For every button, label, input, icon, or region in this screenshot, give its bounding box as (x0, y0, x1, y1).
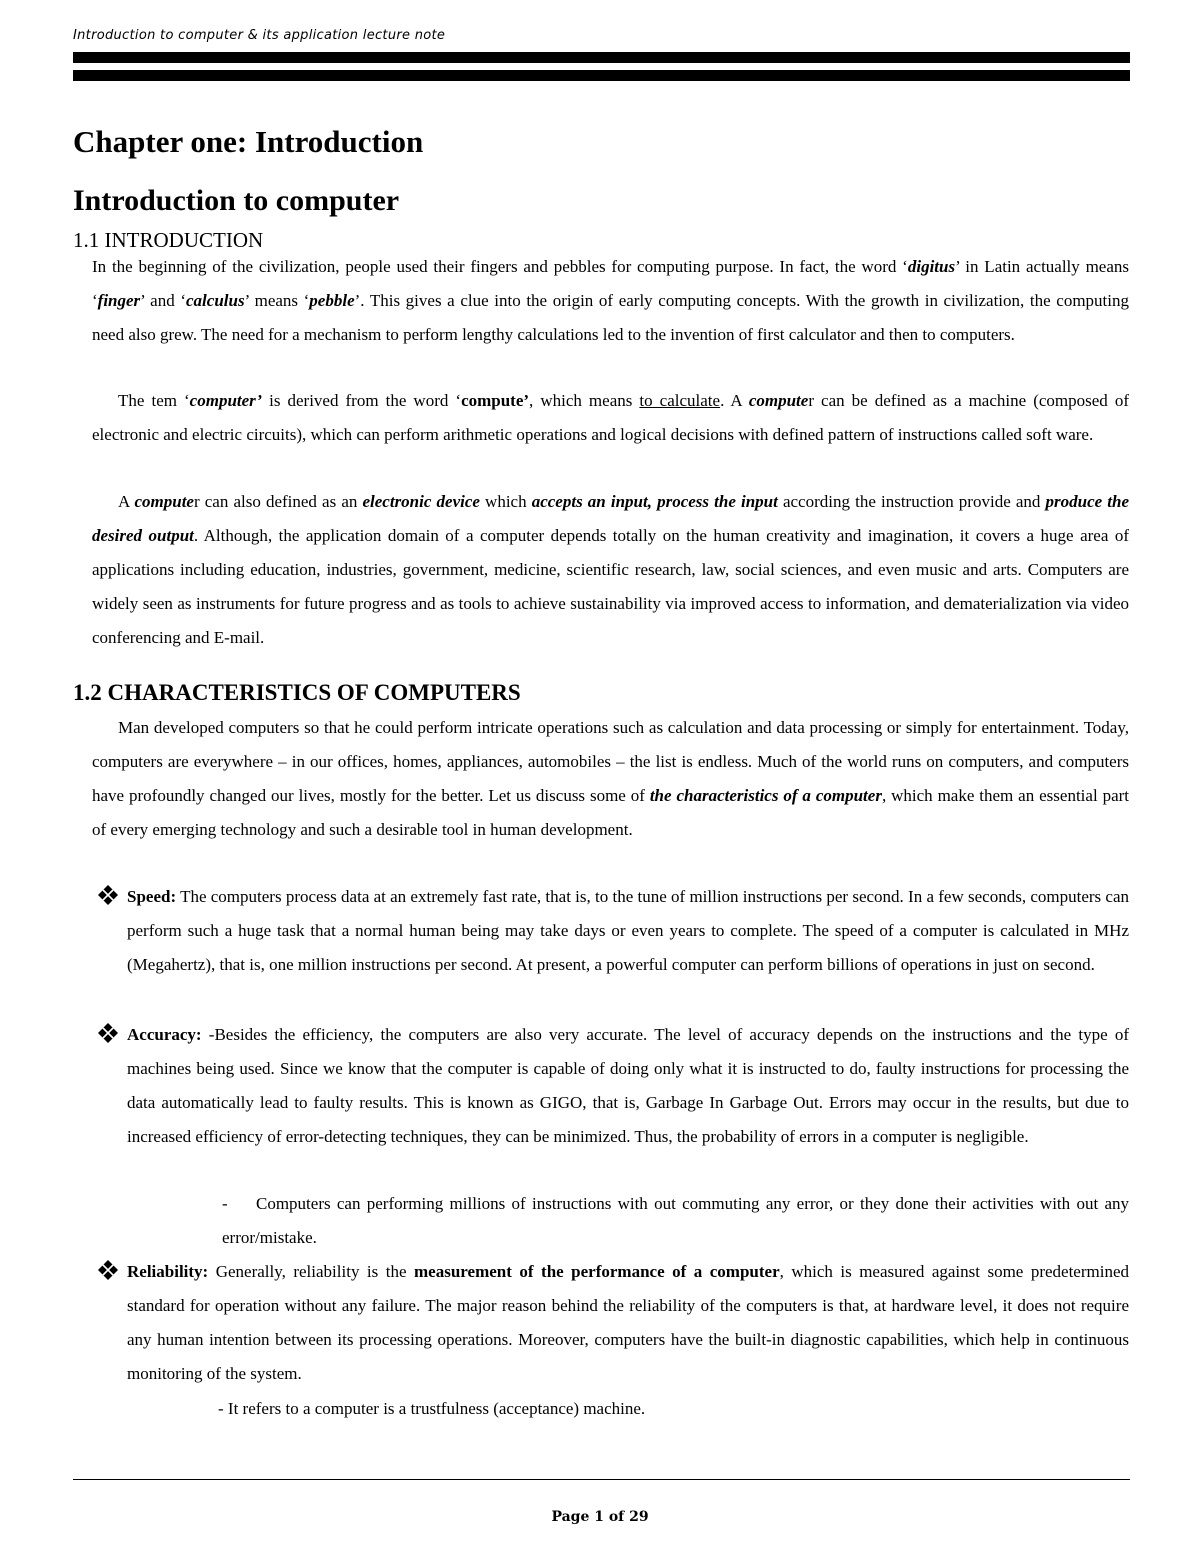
bullet-text-speed: The computers process data at an extremely fast rate, that is, to the tune of million instructions per second. In a few seconds, computers can perform such a huge task that a normal human being may take days or even years to complete. The speed of a computer is calculated in MHz (Megahertz), that is, one million instructions per second. At present, a powerful computer can perform billions of operations in just on second. (127, 887, 1129, 974)
bullet-accuracy (127, 1018, 1129, 1154)
text-run: The tem ‘ (118, 391, 190, 410)
text-run: ’ and ‘ (140, 291, 187, 310)
text-run: . Although, the application domain of a computer depends totally on the human creativity and imagination, it covers a huge area of applications including education, industries, government, medicine, scientific research, law, social sciences, and even music and arts. Computers are widely seen as instruments for future progress and as tools to achieve sustainability via improved access to information, and dematerialization via video conferencing and E-mail. (92, 526, 1129, 647)
dash-marker: - (222, 1194, 228, 1213)
text-run: , which make them an essential part of every emerging technology and such a desirable tool in human development. (92, 786, 1130, 839)
text-run: , which is measured against some predetermined standard for operation without any failure. The major reason behind the reliability of the computers is that, at hardware level, it does not require any human intention between its processing operations. Moreover, computers have the built-in diagnostic capabilities, which help in continuous monitoring of the system. (127, 1262, 1129, 1383)
text-run: ’ means ‘ (244, 291, 310, 310)
running-header: Introduction to computer & its application lecture note (73, 28, 446, 43)
term-computer-emph: compute (748, 391, 809, 410)
paragraph-intro-2 (92, 384, 1129, 452)
text-run: A (118, 492, 135, 511)
term-digitus: digitus (907, 257, 956, 276)
term-pebble: pebble (309, 291, 355, 310)
term-electronic-device: electronic device (362, 492, 480, 511)
bullet-reliability (127, 1255, 1129, 1391)
text-run: is derived from the word ‘ (262, 391, 462, 410)
section-title: Introduction to computer (73, 184, 400, 217)
term-calculus: calculus (186, 291, 245, 310)
text-run: according the instruction provide and (777, 492, 1046, 511)
paragraph-characteristics-intro (92, 711, 1129, 847)
diamond-bullet-icon (97, 1259, 119, 1281)
text-run: ’ in Latin actually means ‘ (92, 257, 1130, 310)
paragraph-intro-3 (92, 485, 1129, 655)
term-compute: compute’ (461, 391, 530, 410)
text-run: r can also defined as an (193, 492, 363, 511)
subsection-heading-1-2: 1.2 CHARACTERISTICS OF COMPUTERS (73, 680, 521, 705)
text-run: , which means (529, 391, 640, 410)
term-finger: finger (97, 291, 141, 310)
text-run: r can be defined as a machine (composed of electronic and electric circuits), which can perform arithmetic operations and logical decisions with defined pattern of instructions called soft ware. (92, 391, 1129, 444)
bullet-label-speed: Speed: (127, 887, 177, 906)
text-run: . A (720, 391, 749, 410)
bullet-label-reliability: Reliability: (127, 1262, 209, 1281)
bullet-speed (127, 880, 1129, 982)
term-desired-output: produce the desired output (92, 492, 1130, 545)
sub-item-text: Computers can performing millions of instructions with out commuting any error, or they done their activities with out any error/mistake. (222, 1194, 1129, 1247)
bullet-label-accuracy: Accuracy: (127, 1025, 202, 1044)
header-rule-top (73, 52, 1130, 63)
header-rule-bottom (73, 70, 1130, 81)
term-characteristics: the characteristics of a computer (649, 786, 882, 805)
underlined-phrase: to calculate (639, 391, 721, 410)
text-run: Man developed computers so that he could perform intricate operations such as calculation and data processing or simply for entertainment. Today, computers are everywhere – in our offices, homes, appliances, automobiles – the list is endless. Much of the world runs on computers, and computers have profoundly changed our lives, mostly for the better. Let us discuss some of (92, 718, 1129, 805)
term-accepts-input: accepts an input, process the input (531, 492, 778, 511)
sub-item-reliability: - It refers to a computer is a trustfulness (acceptance) machine. (218, 1399, 646, 1418)
diamond-bullet-icon (97, 1022, 119, 1044)
text-run: which (479, 492, 532, 511)
term-computer: computer’ (189, 391, 263, 410)
text-run: In the beginning of the civilization, people used their fingers and pebbles for computing purpose. In fact, the word ‘ (92, 257, 908, 276)
term-measurement: measurement of the performance of a computer (414, 1262, 780, 1281)
diamond-bullet-icon (97, 884, 119, 906)
term-computer-emph: compute (134, 492, 194, 511)
chapter-title: Chapter one: Introduction (73, 124, 424, 159)
paragraph-intro-1 (92, 250, 1129, 352)
footer-rule (73, 1479, 1130, 1480)
bullet-text-accuracy: -Besides the efficiency, the computers are also very accurate. The level of accuracy depends on the instructions and the type of machines being used. Since we know that the computer is capable of doing only what it is instructed to do, faulty instructions for processing the data automatically lead to faulty results. This is known as GIGO, that is, Garbage In Garbage Out. Errors may occur in the results, but due to increased efficiency of error-detecting techniques, they can be minimized. Thus, the probability of errors in a computer is negligible. (127, 1025, 1129, 1146)
text-run: ’. This gives a clue into the origin of early computing concepts. With the growth in civilization, the computing need also grew. The need for a mechanism to perform lengthy calculations led to the invention of first calculator and then to computers. (92, 291, 1129, 344)
page-number: Page 1 of 29 (551, 1509, 649, 1525)
text-run: Generally, reliability is the (208, 1262, 415, 1281)
subsection-heading-1-1: 1.1 INTRODUCTION (73, 228, 264, 252)
sub-item-accuracy (222, 1187, 1129, 1255)
